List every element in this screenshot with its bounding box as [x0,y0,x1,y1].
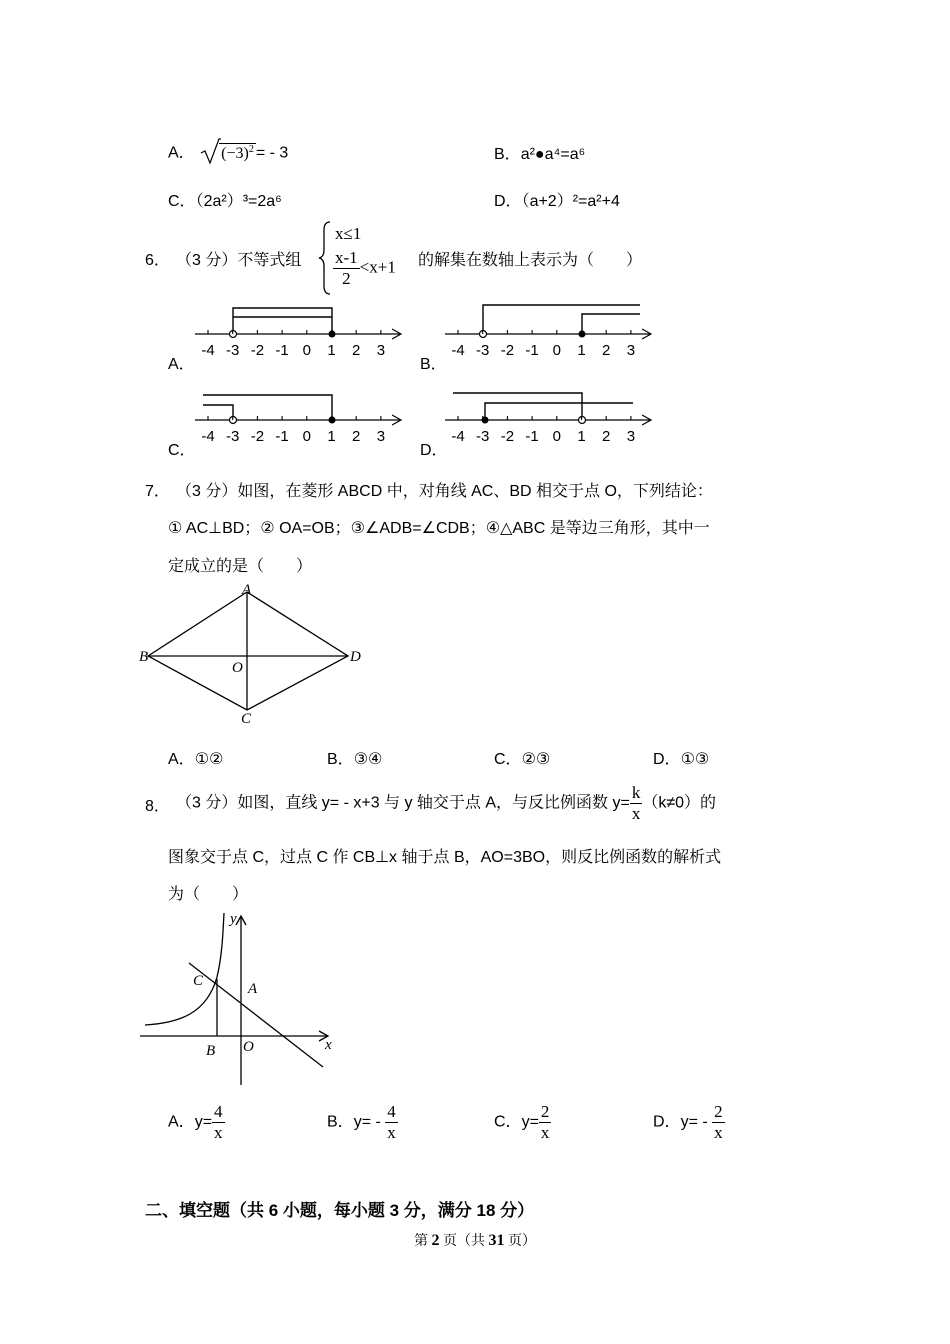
q5-option-a-label: A． [168,144,195,162]
tick-label: -2 [250,428,265,445]
label-b: B [139,649,149,665]
q6-frac-den: 2 [342,269,351,288]
tick-label: 1 [327,428,336,445]
tick-label: 2 [602,342,611,359]
label-a: A [242,582,252,598]
tick-label: -3 [226,428,240,445]
q7-line3: 定成立的是（ ） [168,558,313,575]
label-o: O [232,660,243,676]
label-x: x [325,1037,332,1053]
tick-label: -4 [451,428,465,445]
tick-label: -1 [275,428,289,445]
tick-label: 1 [577,428,586,445]
q8-number: 8． [145,798,170,815]
tick-label: 3 [626,428,636,445]
tick-label: -4 [451,342,465,359]
q5-option-c-text: （2a²）³=2a⁶ [195,193,282,210]
tick-label: -1 [525,342,539,359]
tick-labels [201,428,385,445]
tick-label: 3 [376,428,386,445]
tick-label: 0 [302,342,311,359]
q5-option-a [168,137,288,170]
q8-line1-pre: （3 分）如图，直线 y= ‐ x+3 与 y 轴交于点 A，与反比例函数 y= [176,794,630,812]
q6-suffix: 的解集在数轴上表示为（ ） [418,252,643,269]
q6-ineq-tail: <x+1 [359,257,396,277]
q5-sqrt-inside: (−3) [221,144,249,162]
tick-label: 3 [376,342,386,359]
sqrt-icon [199,137,221,170]
rhombus-figure [135,580,370,730]
q8-line1 [176,783,716,824]
q6-line1: x≤1 [335,224,362,243]
label-a: A [248,981,258,997]
q8-line2: 图象交于点 C，过点 C 作 CB⊥x 轴于点 B，AO=3BO，则反比例函数的解析式 [168,849,722,866]
q8-line3: 为（ ） [168,886,249,903]
q5-option-d-text: （a+2）²=a²+4 [521,193,620,210]
q5-sqrt-exp: 2 [248,143,254,155]
tick-label: 3 [626,342,636,359]
label-o: O [243,1039,254,1055]
q5-option-b-text: a²●a⁴=a⁶ [520,146,586,163]
q8-option-c: C．y= $\frac{2}{x}$ [494,1102,550,1142]
q5-option-c-label: C． [168,193,196,210]
q6-number: 6． [145,252,170,269]
q7-option-b: B．③④ [327,751,383,768]
tick-label: 0 [302,428,311,445]
q8-option-b: B．y= ‐ $\frac{4}{x}$ [327,1102,396,1142]
tick-label: 0 [552,428,561,445]
page-total: 31 [488,1232,505,1249]
tick-label: -2 [250,342,265,359]
q6-frac-num: x-1 [335,248,358,267]
tick-labels [201,342,385,359]
q6-prefix: （3 分）不等式组 [176,252,302,269]
number-line-c [195,386,415,448]
label-b: B [206,1043,216,1059]
label-d: D [350,649,361,665]
q6-option-b: B． [420,356,447,373]
tick-label: 0 [552,342,561,359]
q7-line2: ① AC⊥BD；② OA=OB；③∠ADB=∠CDB；④△ABC 是等边三角形，其中一 [168,520,710,537]
tick-label: -3 [476,428,490,445]
q6-option-d: D． [420,442,448,459]
label-c: C [193,973,204,989]
q5-option-b [494,141,585,164]
tick-label: -4 [201,428,215,445]
tick-label: -3 [476,342,490,359]
page-number: 2 [431,1232,440,1249]
q7-number: 7． [145,483,170,500]
label-y: y [230,911,237,927]
tick-label: 1 [577,342,586,359]
q6-option-c: C． [168,442,196,459]
label-c: C [241,711,252,727]
q5-option-c [168,188,282,211]
q5-option-d-label: D． [494,193,522,210]
tick-label: 2 [352,428,361,445]
tick-label: 2 [602,428,611,445]
tick-label: -4 [201,342,215,359]
q7-line1: （3 分）如图，在菱形 ABCD 中，对角线 AC、BD 相交于点 O，下列结论： [176,483,713,500]
tick-labels [451,342,635,359]
tick-label: 2 [352,342,361,359]
number-line-d [445,386,665,448]
tick-labels [451,428,635,445]
q7-option-c: C．②③ [494,751,551,768]
q7-option-d: D．①③ [653,751,710,768]
q8-line1-post: （k≠0）的 [642,794,717,812]
tick-label: 1 [327,342,336,359]
q8-frac-num: k [631,783,641,802]
tick-label: -1 [525,428,539,445]
q8-option-d: D．y= ‐ $\frac{2}{x}$ [653,1102,723,1142]
q6-option-a: A． [168,356,195,373]
page-footer: 第 2 页（共 31 页） [414,1232,536,1249]
number-line-a [195,300,415,362]
tick-label: -2 [500,342,515,359]
tick-label: -1 [275,342,289,359]
q5-option-b-label: B． [494,146,521,163]
number-line-b [445,300,665,362]
q5-option-a-result: = ‐ 3 [255,144,289,162]
q8-frac-den: x [631,804,641,823]
section-title: 二、填空题（共 6 小题，每小题 3 分，满分 18 分） [145,1201,535,1220]
tick-label: -3 [226,342,240,359]
graph-figure [135,905,345,1090]
tick-label: -2 [500,428,515,445]
q7-option-a: A．①② [168,751,224,768]
q6-line2 [333,248,396,289]
q5-option-d [494,188,620,211]
q8-option-a: A．y= $\frac{4}{x}$ [168,1102,223,1142]
brace-icon [318,220,332,296]
